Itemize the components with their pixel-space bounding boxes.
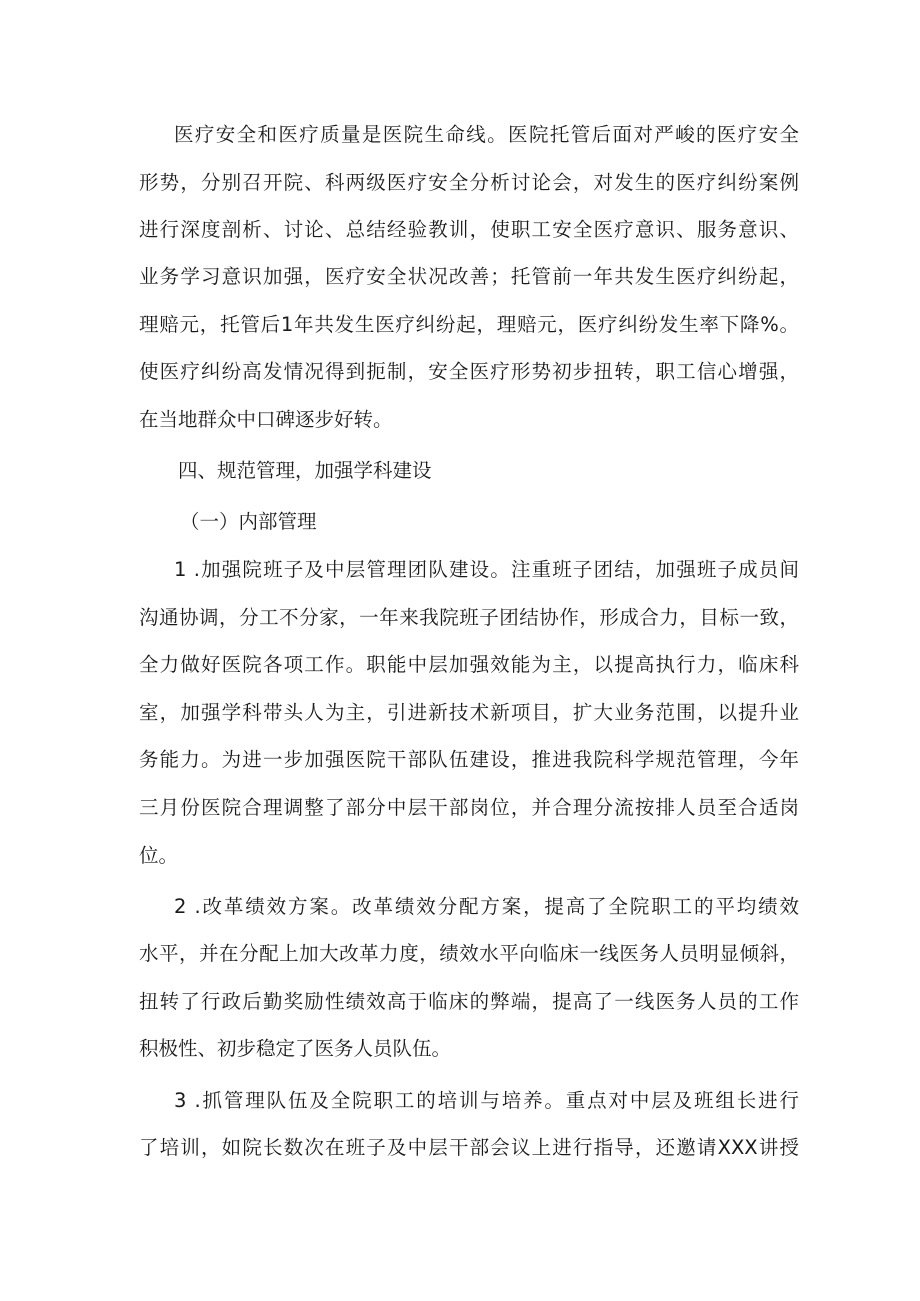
text-line: 沟通协调，分工不分家，一年来我院班子团结协作，形成合力，目标一致， (139, 606, 799, 629)
text-line: 三月份医院合理调整了部分中层干部岗位，并合理分流按排人员至合适岗 (139, 796, 799, 819)
text-line: 1 .加强院班子及中层管理团队建设。注重班子团结，加强班子成员间 (174, 558, 799, 581)
text-line: 使医疗纠纷高发情况得到扼制，安全医疗形势初步扭转，职工信心增强， (139, 360, 799, 383)
subsection-heading: （一）内部管理 (180, 510, 317, 533)
text-line: 形势，分别召开院、科两级医疗安全分析讨论会，对发生的医疗纠纷案例 (139, 171, 799, 194)
text-line: 扭转了行政后勤奖励性绩效高于临床的弊端，提高了一线医务人员的工作 (139, 990, 799, 1013)
text-line: 了培训，如院长数次在班子及中层干部会议上进行指导，还邀请XXX讲授 (139, 1136, 799, 1159)
text-line: 2 .改革绩效方案。改革绩效分配方案，提高了全院职工的平均绩效 (174, 895, 799, 918)
text-line: 3 .抓管理队伍及全院职工的培训与培养。重点对中层及班组长进行 (174, 1089, 799, 1112)
text-line: 室，加强学科带头人为主，引进新技术新项目，扩大业务范围，以提升业 (139, 701, 799, 724)
text-line: 积极性、初步稳定了医务人员队伍。 (139, 1037, 452, 1060)
text-line: 务能力。为进一步加强医院干部队伍建设，推进我院科学规范管理，今年 (139, 748, 799, 771)
text-line: 全力做好医院各项工作。职能中层加强效能为主，以提高执行力，临床科 (139, 653, 799, 676)
section-heading: 四、规范管理，加强学科建设 (178, 459, 432, 482)
text-line: 进行深度剖析、讨论、总结经验教训，使职工安全医疗意识、服务意识、 (139, 218, 799, 241)
text-line: 医疗安全和医疗质量是医院生命线。医院托管后面对严峻的医疗安全 (174, 123, 799, 146)
text-line: 水平，并在分配上加大改革力度，绩效水平向临床一线医务人员明显倾斜， (139, 942, 799, 965)
text-line: 理赔元，托管后1年共发生医疗纠纷起，理赔元，医疗纠纷发生率下降%。 (139, 313, 799, 336)
text-line: 位。 (139, 844, 179, 867)
text-line: 业务学习意识加强，医疗安全状况改善；托管前一年共发生医疗纠纷起， (139, 265, 799, 288)
text-line: 在当地群众中口碑逐步好转。 (139, 408, 393, 431)
